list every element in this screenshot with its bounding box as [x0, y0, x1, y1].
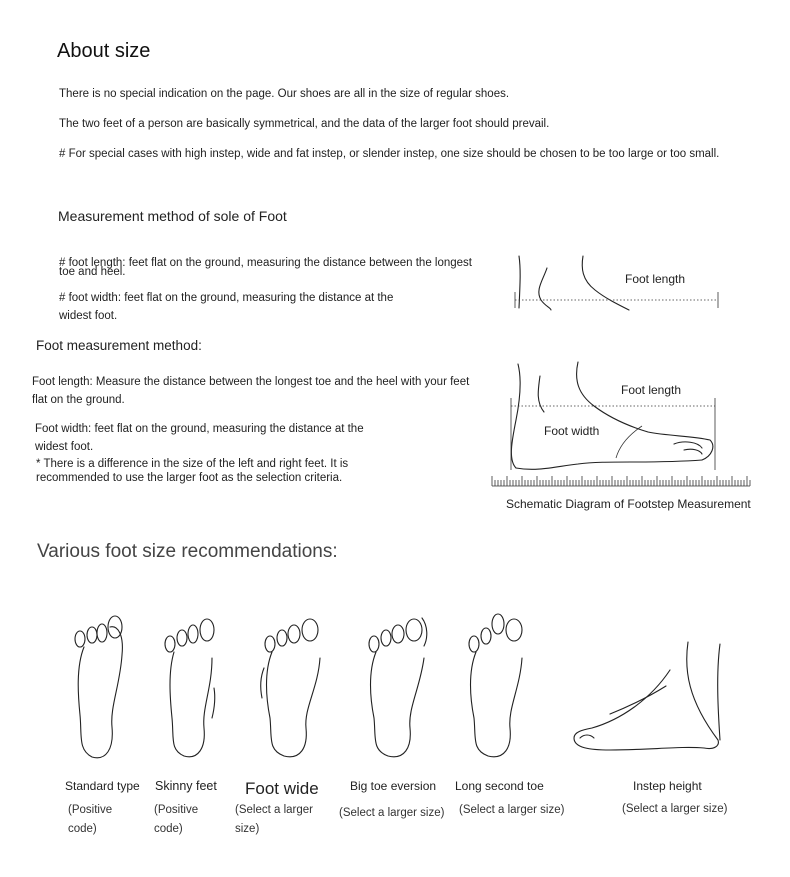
foot-skinny	[160, 618, 222, 763]
diagram-width-label: Foot width	[544, 424, 600, 438]
method-width-text: Foot width: feet flat on the ground, measuring the distance at the widest foot.	[35, 423, 364, 453]
type-instep-advice: (Select a larger size)	[622, 803, 728, 815]
diagram-leg-back	[511, 364, 520, 468]
type-long-second-name: Long second toe	[455, 779, 544, 793]
method-note-text: * There is a difference in the size of the left and right feet. It is recommended to use the larger foot as the selection criteria.	[36, 458, 349, 484]
type-big-toe-advice: (Select a larger size)	[339, 807, 445, 819]
diagram-sole	[516, 460, 702, 469]
sole-width-text: # foot width: feet flat on the ground, measuring the distance at the widest foot.	[59, 292, 394, 322]
type-standard-advice: (Positive code)	[68, 804, 113, 835]
type-instep-name: Instep height	[633, 779, 702, 793]
foot-standard	[70, 615, 130, 765]
diagram-length-label: Foot length	[621, 383, 682, 397]
type-wide-advice: (Select a larger size)	[235, 804, 313, 835]
method-length-text: Foot length: Measure the distance between the longest toe and the heel with your feet flat on the ground.	[32, 376, 470, 406]
sole-heel-line	[539, 268, 551, 310]
footstep-caption: Schematic Diagram of Footstep Measurement	[506, 497, 751, 511]
sole-leg-front	[582, 256, 629, 310]
sole-diagram	[505, 250, 735, 320]
type-wide-name: Foot wide	[245, 779, 319, 798]
about-line-3: # For special cases with high instep, wide and fat instep, or slender instep, one size should be chosen to be too large or too small.	[59, 148, 720, 160]
type-long-second-advice: (Select a larger size)	[459, 804, 565, 816]
type-skinny-name: Skinny feet	[155, 779, 217, 793]
about-size-title: About size	[57, 40, 151, 62]
sole-length-text: # foot length: feet flat on the ground, measuring the distance between the longest	[59, 257, 473, 269]
diagram-ruler-ticks	[492, 476, 750, 486]
foot-wide	[258, 618, 328, 763]
type-skinny-advice: (Positive code)	[154, 804, 199, 835]
diagram-heel	[538, 376, 544, 412]
about-line-2: The two feet of a person are basically symmetrical, and the data of the larger foot should prevail.	[59, 118, 550, 130]
footstep-diagram	[488, 360, 753, 490]
foot-big-toe-eversion	[360, 612, 432, 762]
recommend-title: Various foot size recommendations:	[37, 541, 338, 562]
about-line-1: There is no special indication on the page. Our shoes are all in the size of regular shoes.	[59, 88, 510, 100]
foot-long-second-toe	[462, 610, 528, 760]
foot-instep-height	[570, 640, 730, 755]
diagram-leg-front	[577, 362, 713, 460]
sole-section-title: Measurement method of sole of Foot	[58, 208, 287, 224]
diagram-toes	[674, 442, 702, 454]
sole-length-text-cont: toe and heel.	[59, 266, 126, 278]
diagram-width-arc	[616, 426, 642, 458]
type-standard-name: Standard type	[65, 779, 140, 793]
method-section-title: Foot measurement method:	[36, 338, 202, 353]
sole-diagram-label: Foot length	[625, 272, 686, 286]
type-big-toe-name: Big toe eversion	[350, 779, 437, 793]
